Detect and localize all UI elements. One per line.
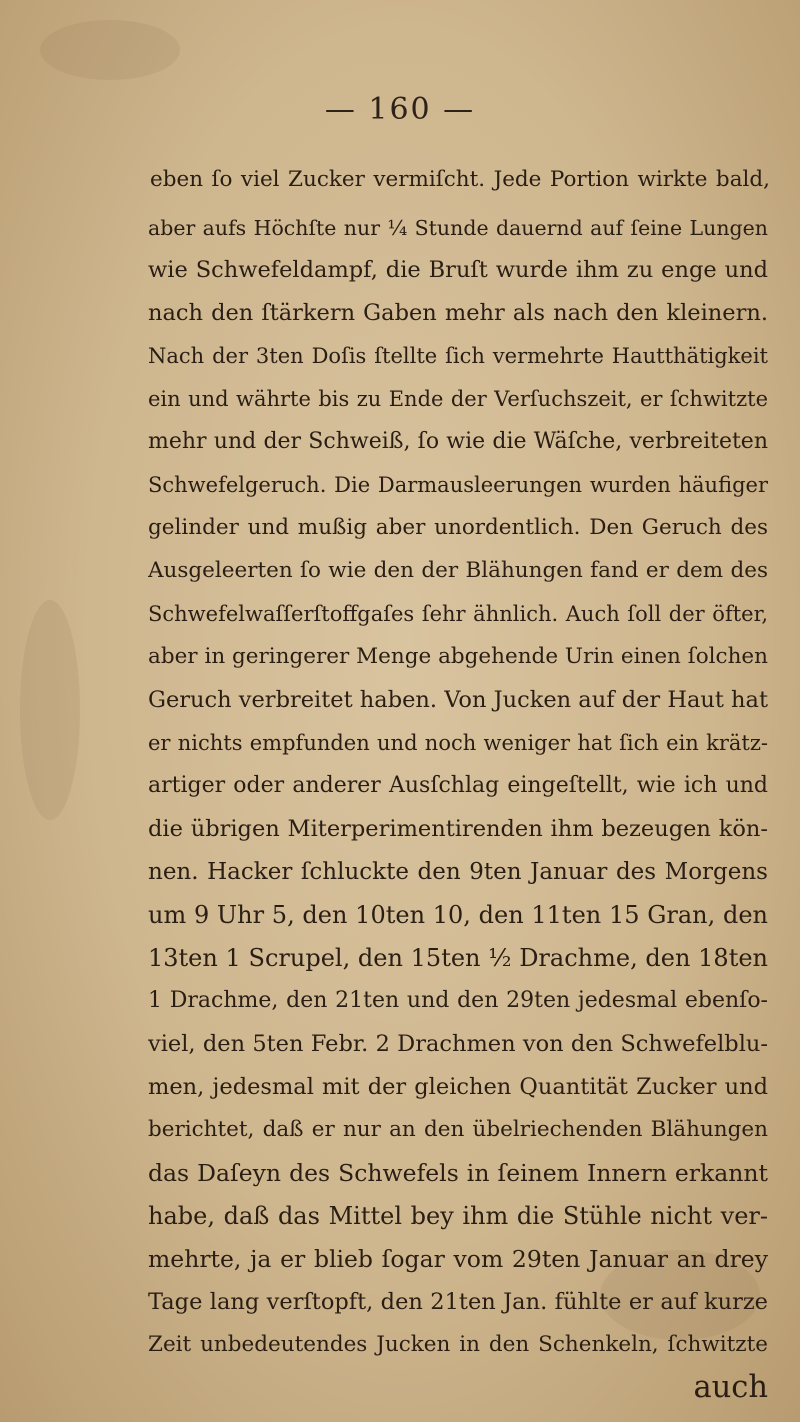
text-line: gelinder und mußig aber unordentlich. Den Geruch des: [148, 515, 768, 540]
text-line: er nichts empfunden und noch weniger hat ſich ein krätz-: [148, 731, 768, 755]
text-line: men, jedesmal mit der gleichen Quantität Zucker und: [148, 1074, 768, 1100]
text-line: aber aufs Höchſte nur ¼ Stunde dauernd auf ſeine Lungen: [148, 216, 768, 240]
text-line: ein und währte bis zu Ende der Verſuchszeit, er ſchwitzte: [148, 387, 768, 411]
text-line: nen. Hacker ſchluckte den 9ten Januar des Morgens: [148, 859, 768, 885]
text-line: Schwefelwaſſerſtoffgaſes ſehr ähnlich. Auch ſoll der öfter,: [148, 602, 768, 626]
text-line: berichtet, daß er nur an den übelriechenden Blähungen: [148, 1117, 768, 1142]
text-line: Nach der 3ten Doſis ſtellte ſich vermehrte Hautthätigkeit: [148, 344, 768, 368]
text-line: das Daſeyn des Schwefels in ſeinem Innern erkannt: [148, 1159, 768, 1187]
text-line: nach den ſtärkern Gaben mehr als nach den kleinern.: [148, 300, 768, 326]
text-line: mehrte, ja er blieb ſogar vom 29ten Januar an drey: [148, 1245, 768, 1273]
text-line: wie Schwefeldampf, die Bruſt wurde ihm zu enge und: [148, 257, 768, 283]
text-line: mehr und der Schweiß, ſo wie die Wäſche, verbreiteten: [148, 429, 768, 454]
text-line: die übrigen Miterperimentirenden ihm bezeugen kön-: [148, 816, 768, 842]
text-line: 1 Drachme, den 21ten und den 29ten jedesmal ebenſo-: [148, 988, 768, 1013]
text-line: 13ten 1 Scrupel, den 15ten ½ Drachme, den 18ten: [148, 944, 768, 972]
text-line: eben ſo viel Zucker vermiſcht. Jede Portion wirkte bald,: [150, 167, 770, 192]
catchword: auch: [693, 1370, 768, 1405]
text-line: um 9 Uhr 5, den 10ten 10, den 11ten 15 Gran, den: [148, 901, 768, 929]
paper-stain: [20, 600, 80, 820]
text-line: Ausgeleerten ſo wie den der Blähungen fand er dem des: [148, 558, 768, 583]
text-line: artiger oder anderer Ausſchlag eingeſtellt, wie ich und: [148, 773, 768, 798]
text-line: Geruch verbreitet haben. Von Jucken auf der Haut hat: [148, 687, 768, 713]
text-line: viel, den 5ten Febr. 2 Drachmen von den Schwefelblu-: [148, 1031, 768, 1057]
text-line: habe, daß das Mittel bey ihm die Stühle nicht ver-: [148, 1202, 768, 1230]
text-line: aber in geringerer Menge abgehende Urin einen ſolchen: [148, 644, 768, 669]
text-line: Tage lang verſtopft, den 21ten Jan. fühlte er auf kurze: [148, 1289, 768, 1315]
paper-stain: [40, 20, 180, 80]
text-line: Zeit unbedeutendes Jucken in den Schenkeln, ſchwitzte: [148, 1332, 768, 1357]
page-number: — 160 —: [324, 92, 476, 127]
text-line: Schwefelgeruch. Die Darmausleerungen wurden häufiger: [148, 473, 768, 497]
